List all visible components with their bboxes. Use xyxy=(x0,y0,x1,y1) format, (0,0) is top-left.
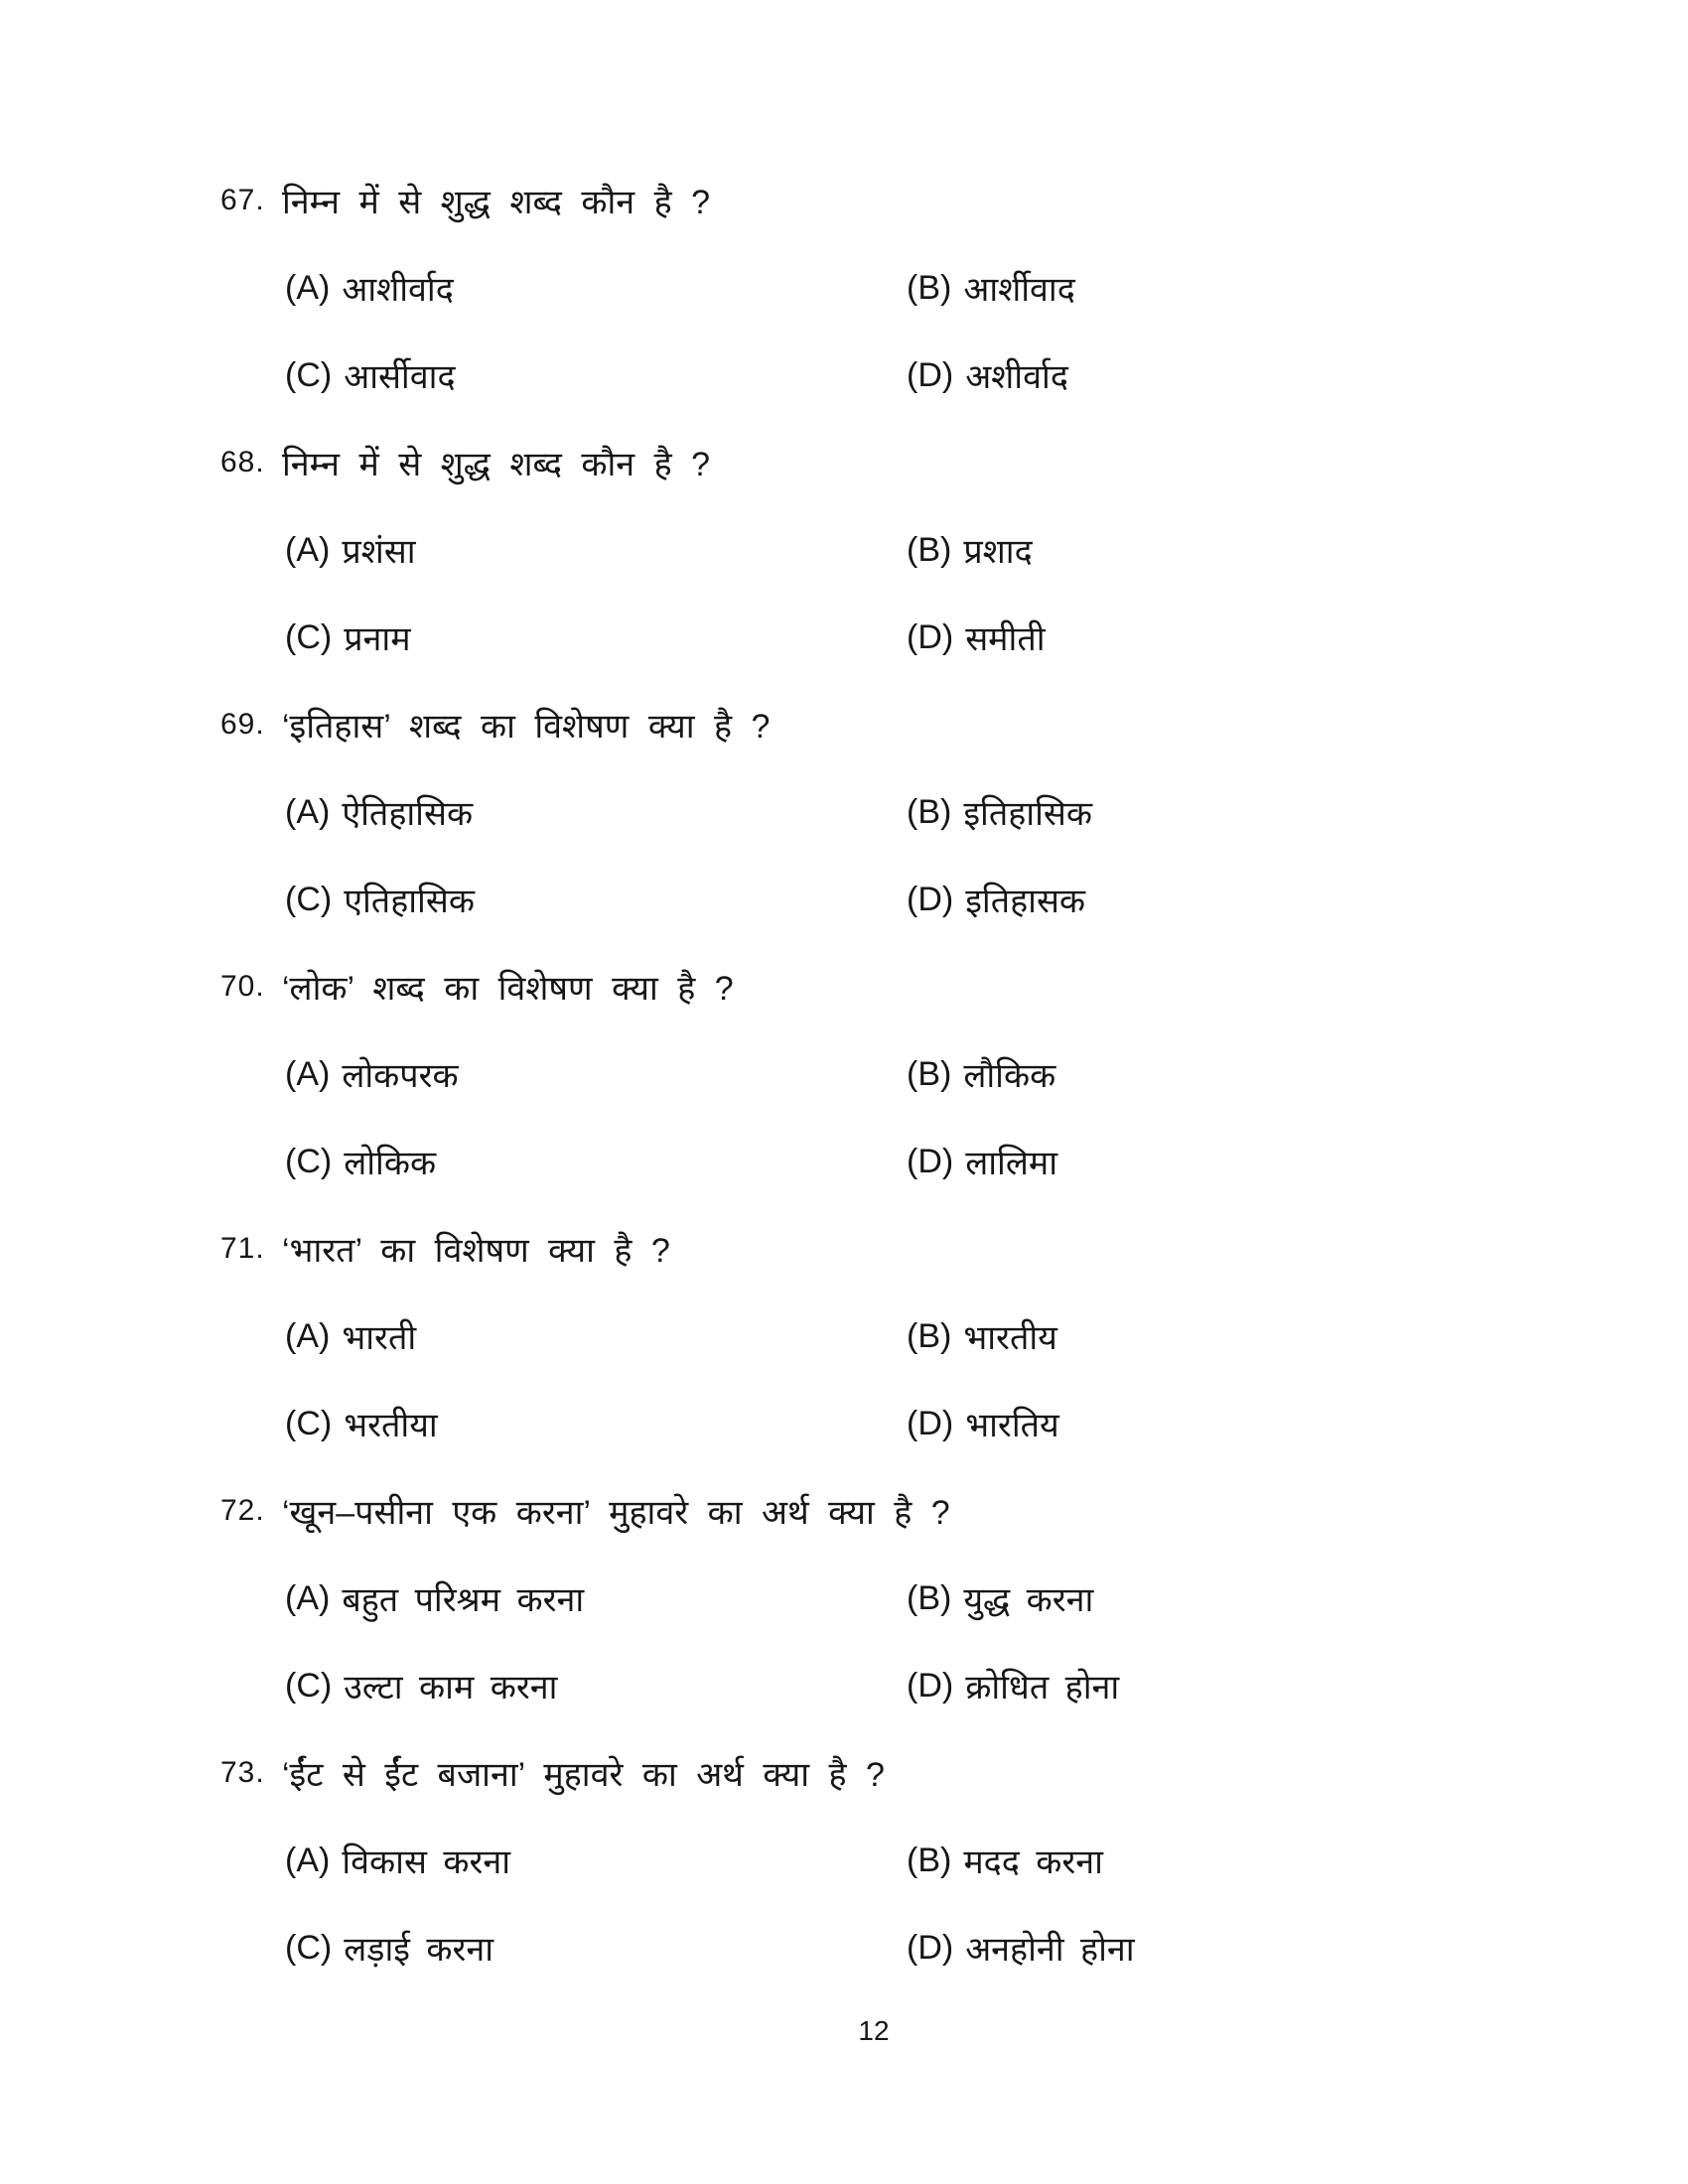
answer-option xyxy=(285,1293,907,1380)
option-label: (A) xyxy=(285,1054,331,1093)
option-label: (A) xyxy=(285,268,331,307)
question-header xyxy=(0,943,1688,1030)
option-label: (A) xyxy=(285,1316,331,1355)
option-text: आर्सीवाद xyxy=(344,358,456,396)
option-text: भारतिय xyxy=(965,1407,1059,1444)
question-text: निम्न में से शुद्ध शब्द कौन है ? xyxy=(282,446,710,483)
answer-option xyxy=(285,1555,907,1642)
answer-option xyxy=(907,768,1688,856)
answer-option xyxy=(907,1118,1688,1205)
option-label: (C) xyxy=(285,1928,333,1967)
option-label: (B) xyxy=(907,1054,952,1093)
option-text: मदद करना xyxy=(963,1843,1103,1881)
answer-option xyxy=(285,1817,907,1904)
question-header xyxy=(0,1205,1688,1293)
option-label: (D) xyxy=(907,1928,954,1967)
option-label: (B) xyxy=(907,1578,952,1617)
question-number: 67. xyxy=(220,184,265,216)
option-text: विकास करना xyxy=(342,1843,511,1881)
options-grid xyxy=(0,506,1688,681)
option-text: आर्शीवाद xyxy=(963,271,1075,309)
answer-option xyxy=(907,594,1688,681)
option-text: आशीर्वाद xyxy=(342,271,454,309)
question-number: 71. xyxy=(220,1232,265,1265)
question-text: ‘खून–पसीना एक करना’ मुहावरे का अर्थ क्या है ? xyxy=(282,1494,950,1532)
option-label: (A) xyxy=(285,792,331,831)
question-text: ‘इतिहास’ शब्द का विशेषण क्या है ? xyxy=(282,708,771,746)
option-label: (C) xyxy=(285,1142,333,1180)
option-text: एतिहासिक xyxy=(344,883,475,920)
answer-option xyxy=(285,856,907,943)
option-text: बहुत परिश्रम करना xyxy=(342,1581,585,1619)
option-text: भरतीया xyxy=(344,1407,438,1444)
option-text: भारतीय xyxy=(963,1319,1057,1357)
options-grid xyxy=(0,1030,1688,1205)
options-grid xyxy=(0,768,1688,943)
option-label: (C) xyxy=(285,355,333,394)
option-text: भारती xyxy=(342,1319,417,1357)
answer-option xyxy=(285,244,907,332)
option-text: लौकिक xyxy=(963,1057,1056,1095)
question-number: 68. xyxy=(220,446,265,478)
answer-option xyxy=(285,1642,907,1729)
question-header xyxy=(0,1467,1688,1555)
answer-option xyxy=(285,594,907,681)
answer-option xyxy=(907,1380,1688,1467)
options-grid xyxy=(0,1555,1688,1729)
option-label: (D) xyxy=(907,1404,954,1442)
option-label: (B) xyxy=(907,268,952,307)
question-text: ‘भारत’ का विशेषण क्या है ? xyxy=(282,1232,670,1270)
option-text: प्रनाम xyxy=(344,620,411,658)
option-text: उल्टा काम करना xyxy=(344,1669,558,1706)
answer-option xyxy=(285,506,907,594)
option-label: (B) xyxy=(907,1841,952,1879)
option-text: प्रशंसा xyxy=(342,533,416,571)
answer-option xyxy=(907,1555,1688,1642)
answer-option xyxy=(907,1030,1688,1118)
question-block xyxy=(0,943,1688,1205)
option-text: अशीर्वाद xyxy=(965,358,1068,396)
page-number: 12 xyxy=(858,2015,890,2046)
question-block xyxy=(0,1467,1688,1729)
answer-option xyxy=(907,332,1688,419)
question-number: 73. xyxy=(220,1756,265,1789)
answer-option xyxy=(285,768,907,856)
option-text: युद्ध करना xyxy=(963,1581,1094,1619)
answer-option xyxy=(907,244,1688,332)
answer-option xyxy=(285,1118,907,1205)
option-label: (D) xyxy=(907,617,954,656)
question-header xyxy=(0,419,1688,506)
answer-option xyxy=(907,1293,1688,1380)
question-block xyxy=(0,681,1688,943)
question-block xyxy=(0,1729,1688,1991)
answer-option xyxy=(907,1904,1688,1991)
option-text: लालिमा xyxy=(965,1145,1058,1182)
option-text: इतिहासिक xyxy=(963,795,1092,833)
option-label: (C) xyxy=(285,617,333,656)
answer-option xyxy=(907,506,1688,594)
option-label: (C) xyxy=(285,1404,333,1442)
option-label: (B) xyxy=(907,1316,952,1355)
option-text: प्रशाद xyxy=(963,533,1033,571)
answer-option xyxy=(907,1817,1688,1904)
option-text: क्रोधित होना xyxy=(965,1669,1120,1706)
question-header xyxy=(0,157,1688,244)
option-label: (D) xyxy=(907,355,954,394)
option-label: (D) xyxy=(907,1666,954,1705)
question-header xyxy=(0,681,1688,768)
option-label: (D) xyxy=(907,880,954,918)
option-label: (B) xyxy=(907,792,952,831)
question-text: ‘ईंट से ईंट बजाना’ मुहावरे का अर्थ क्या है ? xyxy=(282,1756,885,1794)
question-text: ‘लोक’ शब्द का विशेषण क्या है ? xyxy=(282,970,734,1008)
answer-option xyxy=(285,1030,907,1118)
question-text: निम्न में से शुद्ध शब्द कौन है ? xyxy=(282,184,710,221)
question-list xyxy=(0,157,1688,1991)
question-block xyxy=(0,419,1688,681)
answer-option xyxy=(285,1904,907,1991)
question-number: 72. xyxy=(220,1494,265,1527)
option-label: (D) xyxy=(907,1142,954,1180)
option-label: (A) xyxy=(285,1841,331,1879)
answer-option xyxy=(285,332,907,419)
option-text: लड़ाई करना xyxy=(344,1931,494,1969)
option-text: ऐतिहासिक xyxy=(342,795,474,833)
option-text: इतिहासक xyxy=(965,883,1086,920)
answer-option xyxy=(907,1642,1688,1729)
answer-option xyxy=(285,1380,907,1467)
question-block xyxy=(0,1205,1688,1467)
option-label: (B) xyxy=(907,530,952,569)
option-label: (C) xyxy=(285,880,333,918)
option-label: (C) xyxy=(285,1666,333,1705)
options-grid xyxy=(0,1293,1688,1467)
question-number: 69. xyxy=(220,708,265,741)
option-label: (A) xyxy=(285,530,331,569)
options-grid xyxy=(0,1817,1688,1991)
option-text: लोकिक xyxy=(344,1145,437,1182)
option-text: अनहोनी होना xyxy=(965,1931,1135,1969)
option-label: (A) xyxy=(285,1578,331,1617)
answer-option xyxy=(907,856,1688,943)
page-footer xyxy=(0,2015,1688,2047)
option-text: लोकपरक xyxy=(342,1057,459,1095)
question-number: 70. xyxy=(220,970,265,1003)
question-block xyxy=(0,157,1688,419)
options-grid xyxy=(0,244,1688,419)
option-text: समीती xyxy=(965,620,1046,658)
question-header xyxy=(0,1729,1688,1817)
